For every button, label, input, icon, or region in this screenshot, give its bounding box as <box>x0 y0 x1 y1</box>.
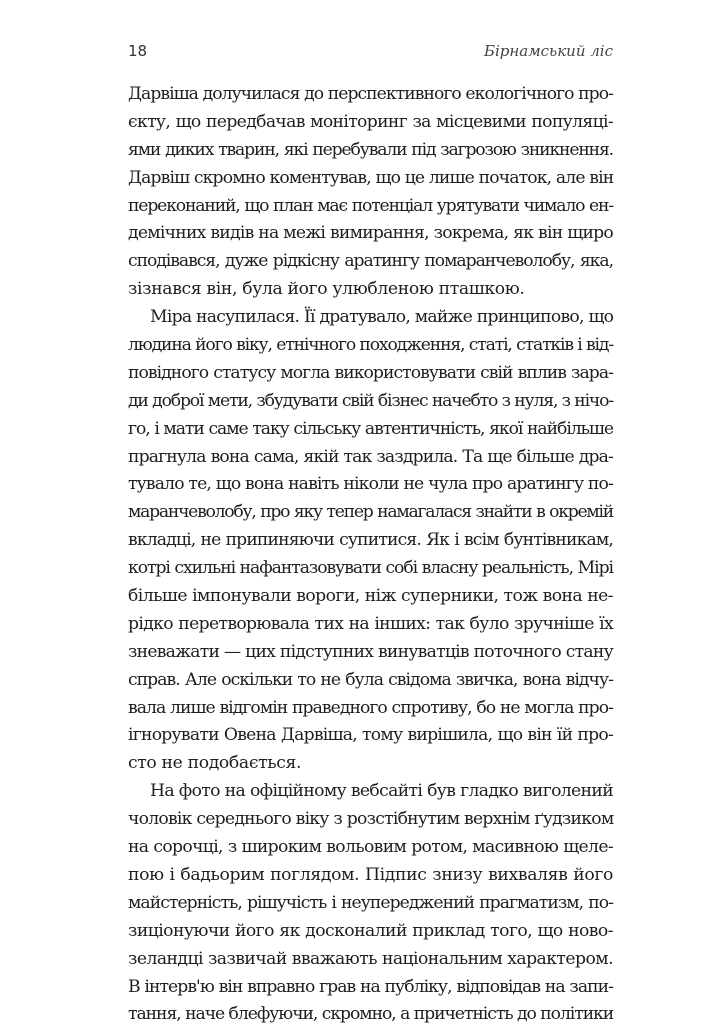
text-line: демічних видів на межі вимирання, зокрема, як він щиро <box>128 223 613 244</box>
text-line: ігнорувати Овена Дарвіша, тому вирішила, що він їй про- <box>128 725 613 746</box>
text-line: На фото на офіційному вебсайті був гладко виголений <box>150 781 613 802</box>
text-line: чоловік середнього віку з розстібнутим верхнім ґудзиком <box>128 809 614 830</box>
text-line: маранчеволобу, про яку тепер намагалася знайти в окремій <box>128 502 613 523</box>
text-line: котрі схильні нафантазовувати собі власну реальність, Мірі <box>128 558 613 579</box>
text-line: тувало те, що вона навіть ніколи не чула про аратингу по- <box>128 474 613 495</box>
text-line: повідного статусу могла використовувати свій вплив зара- <box>128 362 613 383</box>
text-line: пою і бадьорим поглядом. Підпис знизу вихваляв його <box>128 864 613 885</box>
body-text <box>128 81 613 1029</box>
running-head <box>128 42 613 66</box>
text-line: зневажати — цих підступних винуватців поточного стану <box>128 641 613 662</box>
text-line: В інтерв'ю він вправно грав на публіку, відповідав на запи- <box>128 976 613 997</box>
text-line: зеландці зазвичай вважають національним характером. <box>128 948 613 969</box>
text-line: го, і мати саме таку сільську автентичність, якої найбільше <box>128 418 613 439</box>
text-line: майстерність, рішучість і неупереджений прагматизм, по- <box>128 892 613 913</box>
text-line: сто не подобається. <box>128 753 302 774</box>
text-line: єкту, що передбачав моніторинг за місцевими популяці- <box>128 111 613 132</box>
text-line: вкладці, не припиняючи супитися. Як і всім бунтівникам, <box>128 530 613 551</box>
page-number: 18 <box>128 42 148 60</box>
text-line: зізнався він, була його улюбленою пташкою. <box>128 279 525 300</box>
text-line: зиціонуючи його як досконалий приклад того, що ново- <box>128 920 613 941</box>
text-line: Дарвіш скромно коментував, що це лише початок, але він <box>128 167 614 188</box>
text-line: рідко перетворювала тих на інших: так було зручніше їх <box>128 613 613 634</box>
text-line: справ. Але оскільки то не була свідома звичка, вона відчу- <box>128 669 613 690</box>
text-line: вала лише відгомін праведного спротиву, бо не могла про- <box>128 697 613 718</box>
text-line: Дарвіша долучилася до перспективного екологічного про- <box>128 84 613 104</box>
book-title: Бірнамський ліс <box>483 42 613 60</box>
text-line: тання, наче блефуючи, скромно, а причетність до політики <box>128 1004 614 1025</box>
text-line: ями диких тварин, які перебували під загрозою зникнення. <box>128 139 613 160</box>
text-line: прагнула вона сама, якій так заздрила. Та ще більше дра- <box>128 446 613 467</box>
text-line: сподівався, дуже рідкісну аратингу помаранчеволобу, яка, <box>128 251 613 272</box>
text-line: на сорочці, з широким вольовим ротом, масивною щеле- <box>128 837 613 858</box>
text-line: людина його віку, етнічного походження, статі, статків і від- <box>128 335 613 356</box>
text-line: ди доброї мети, збудувати свій бізнес начебто з нуля, з нічо- <box>128 390 613 411</box>
text-line: переконаний, що план має потенціал урятувати чимало ен- <box>128 195 613 216</box>
text-line: Міра насупилася. Її дратувало, майже принципово, що <box>150 307 614 328</box>
text-line: більше імпонували вороги, ніж суперники, тож вона не- <box>128 586 613 607</box>
